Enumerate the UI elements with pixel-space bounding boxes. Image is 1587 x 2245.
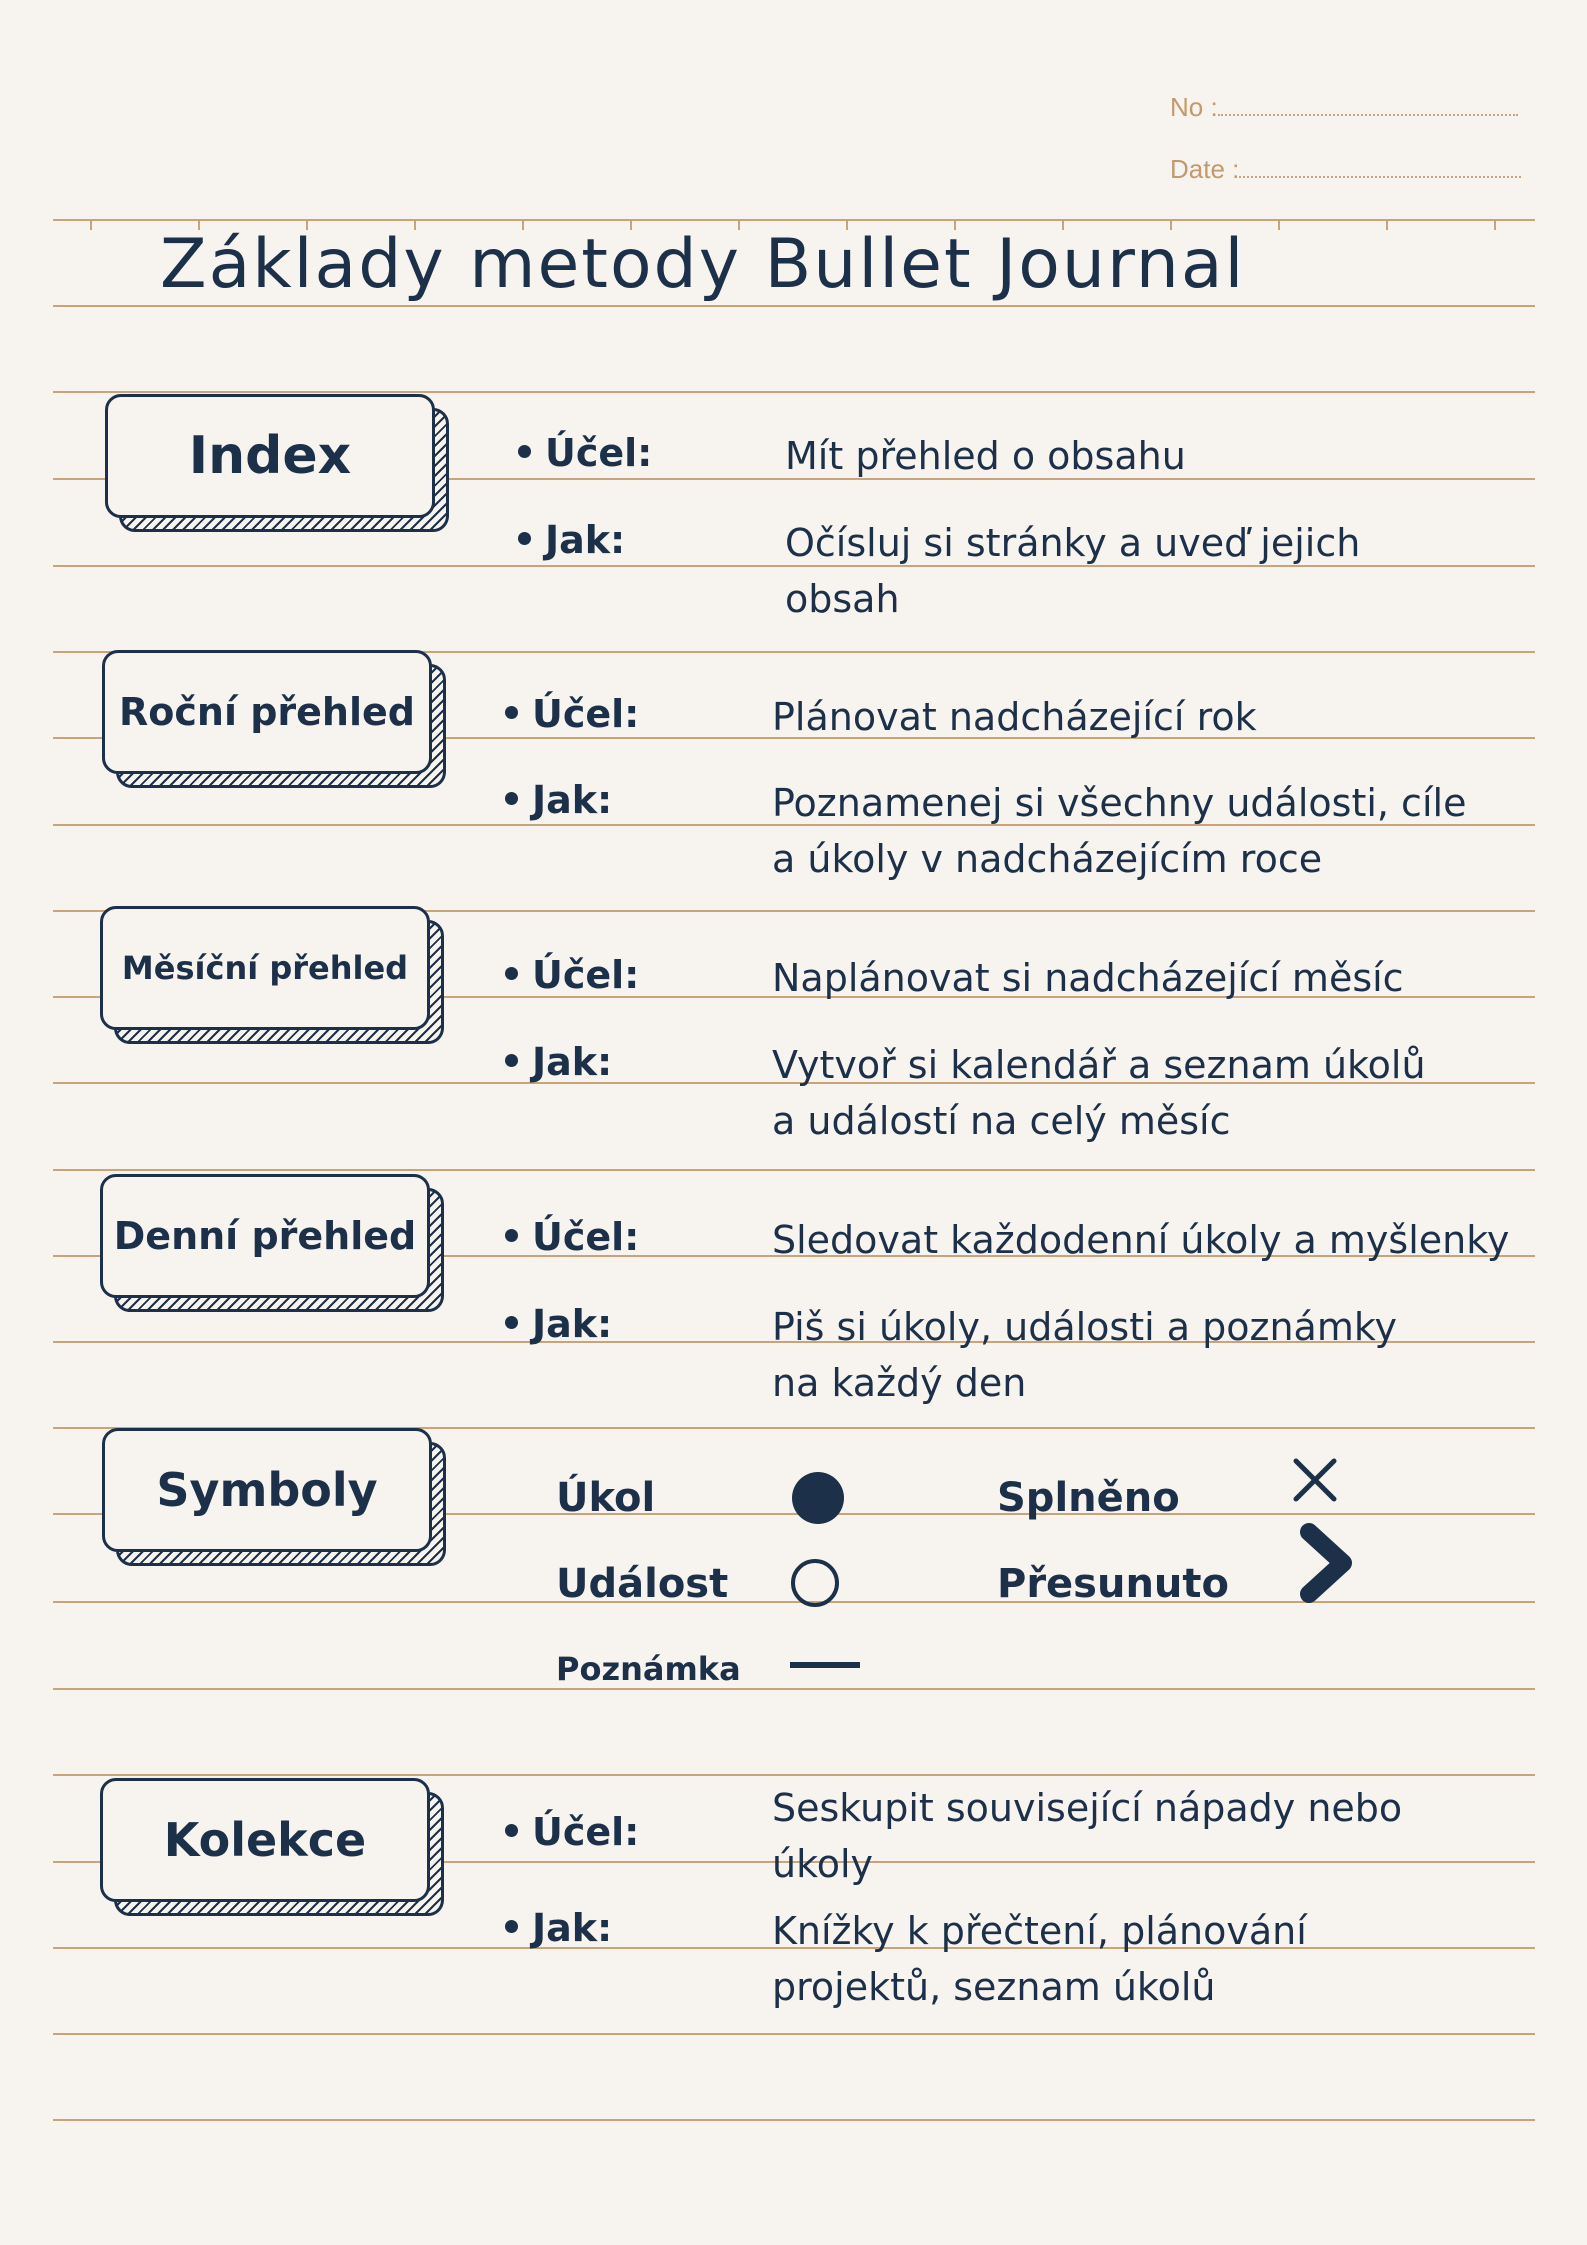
section-label-box-annual bbox=[102, 650, 432, 774]
purpose-label: Účel: bbox=[505, 1215, 639, 1259]
ruler-tick bbox=[90, 220, 92, 230]
how-label: Jak: bbox=[505, 1040, 612, 1084]
page-title: Základy metody Bullet Journal bbox=[160, 225, 1246, 304]
how-text-line1: Poznamenej si všechny události, cíle bbox=[772, 781, 1467, 825]
no-dotted-line bbox=[1218, 96, 1518, 116]
purpose-text: Sledovat každodenní úkoly a myšlenky bbox=[772, 1218, 1510, 1262]
ruler-tick bbox=[1494, 220, 1496, 230]
purpose-text-line2: úkoly bbox=[772, 1842, 874, 1886]
section-label-annual: Roční přehled bbox=[102, 650, 432, 774]
bullet-icon bbox=[505, 792, 518, 805]
date-dotted-line bbox=[1239, 158, 1521, 178]
date-label: Date : bbox=[1170, 154, 1240, 184]
symbol-note-label: Poznámka bbox=[556, 1650, 741, 1688]
section-label-box-collection bbox=[100, 1778, 430, 1902]
how-text-line1: Vytvoř si kalendář a seznam úkolů bbox=[772, 1043, 1426, 1087]
symbol-moved-label: Přesunuto bbox=[997, 1561, 1230, 1607]
ruler-tick bbox=[1278, 220, 1280, 230]
ruled-line bbox=[53, 1774, 1535, 1776]
purpose-text: Plánovat nadcházející rok bbox=[772, 695, 1257, 739]
bullet-icon bbox=[518, 532, 531, 545]
section-label-box-monthly bbox=[100, 906, 430, 1030]
purpose-label: Účel: bbox=[505, 953, 639, 997]
how-text-line2: a událostí na celý měsíc bbox=[772, 1099, 1231, 1143]
open-circle-icon bbox=[791, 1559, 839, 1607]
how-label: Jak: bbox=[518, 518, 625, 562]
section-label-index: Index bbox=[105, 394, 435, 518]
section-label-box-symbols bbox=[102, 1428, 432, 1552]
section-label-collection: Kolekce bbox=[100, 1778, 430, 1902]
purpose-text: Mít přehled o obsahu bbox=[785, 434, 1186, 478]
section-label-symbols: Symboly bbox=[102, 1428, 432, 1552]
how-text-line1: Piš si úkoly, události a poznámky bbox=[772, 1305, 1397, 1349]
section-label-monthly: Měsíční přehled bbox=[100, 906, 430, 1030]
ruled-line bbox=[53, 1169, 1535, 1171]
bullet-icon bbox=[505, 1054, 518, 1067]
how-text-line2: projektů, seznam úkolů bbox=[772, 1965, 1216, 2009]
ruled-line bbox=[53, 219, 1535, 221]
bullet-icon bbox=[505, 1229, 518, 1242]
dash-icon bbox=[790, 1662, 860, 1668]
chevron-right-icon bbox=[1295, 1522, 1361, 1604]
how-label: Jak: bbox=[505, 778, 612, 822]
filled-circle-icon bbox=[792, 1472, 844, 1524]
how-label: Jak: bbox=[505, 1906, 612, 1950]
purpose-text: Naplánovat si nadcházející měsíc bbox=[772, 956, 1404, 1000]
bullet-icon bbox=[505, 1920, 518, 1933]
ruled-line bbox=[53, 305, 1535, 307]
bullet-icon bbox=[505, 1824, 518, 1837]
how-text-line2: na každý den bbox=[772, 1361, 1027, 1405]
section-label-box-daily bbox=[100, 1174, 430, 1298]
purpose-label: Účel: bbox=[518, 431, 652, 475]
how-text-line2: a úkoly v nadcházejícím roce bbox=[772, 837, 1323, 881]
symbol-done-label: Splněno bbox=[997, 1475, 1180, 1521]
ruled-line bbox=[53, 391, 1535, 393]
bullet-icon bbox=[505, 967, 518, 980]
how-label: Jak: bbox=[505, 1302, 612, 1346]
ruler-tick bbox=[1386, 220, 1388, 230]
ruled-line bbox=[53, 2119, 1535, 2121]
date-field bbox=[1170, 154, 1521, 185]
symbol-event-label: Událost bbox=[556, 1561, 729, 1607]
no-label: No : bbox=[1170, 92, 1218, 122]
purpose-label: Účel: bbox=[505, 1810, 639, 1854]
how-text-line1: Knížky k přečtení, plánování bbox=[772, 1909, 1307, 1953]
ruled-line bbox=[53, 2033, 1535, 2035]
purpose-text-line1: Seskupit související nápady nebo bbox=[772, 1786, 1403, 1830]
section-label-daily: Denní přehled bbox=[100, 1174, 430, 1298]
bullet-icon bbox=[505, 1316, 518, 1329]
symbol-task-label: Úkol bbox=[556, 1475, 656, 1521]
bullet-icon bbox=[505, 706, 518, 719]
how-text-line2: obsah bbox=[785, 577, 900, 621]
no-field bbox=[1170, 92, 1518, 123]
how-text-line1: Očísluj si stránky a uveď jejich bbox=[785, 521, 1361, 565]
ruled-line bbox=[53, 1688, 1535, 1690]
purpose-label: Účel: bbox=[505, 692, 639, 736]
bullet-icon bbox=[518, 445, 531, 458]
section-label-box-index bbox=[105, 394, 435, 518]
cross-icon bbox=[1290, 1455, 1340, 1505]
